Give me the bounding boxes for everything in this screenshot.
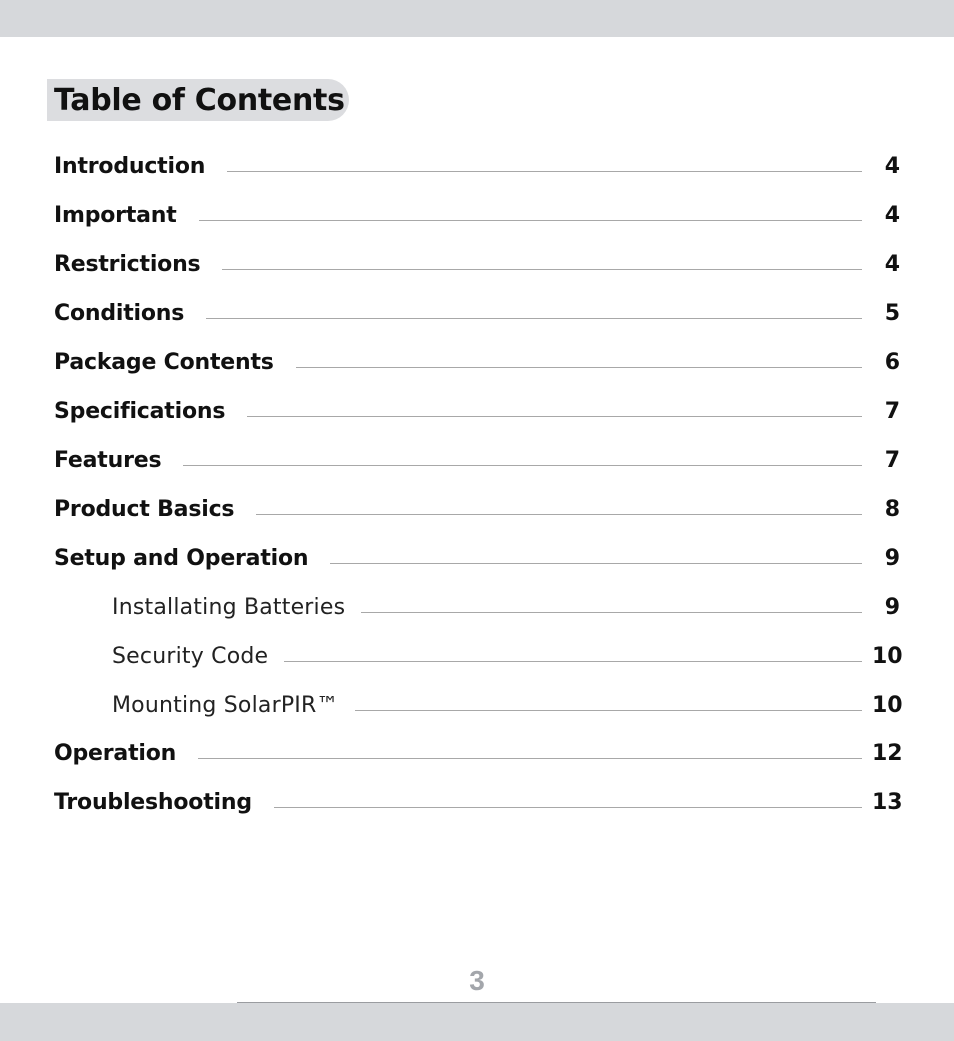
toc-entry-page: 10 <box>872 692 903 718</box>
toc-entry-page: 8 <box>884 496 900 522</box>
toc-entry-page: 7 <box>884 447 900 473</box>
top-band <box>0 0 954 37</box>
toc-entry-label: Restrictions <box>54 251 201 277</box>
toc-leader-line <box>206 318 862 319</box>
toc-leader-line <box>330 563 862 564</box>
toc-leader-line <box>183 465 862 466</box>
toc-leader-line <box>198 758 862 759</box>
toc-entry-page: 10 <box>872 643 903 669</box>
toc-entry-specifications[interactable] <box>54 396 900 426</box>
toc-entry-conditions[interactable] <box>54 298 900 328</box>
toc-entry-page: 4 <box>884 202 900 228</box>
toc-entry-product-basics[interactable] <box>54 494 900 524</box>
page-number: 3 <box>469 965 485 996</box>
toc-entry-operation[interactable] <box>54 738 903 768</box>
toc-leader-line <box>199 220 862 221</box>
toc-entry-page: 6 <box>884 349 900 375</box>
toc-entry-label: Product Basics <box>54 496 235 522</box>
toc-entry-label: Mounting SolarPIR™ <box>112 692 339 718</box>
toc-entry-label: Important <box>54 202 177 228</box>
toc-leader-line <box>296 367 862 368</box>
toc-entry-page: 7 <box>884 398 900 424</box>
toc-leader-line <box>355 710 862 711</box>
page-title: Table of Contents <box>54 83 345 118</box>
toc-entry-page: 13 <box>872 789 903 815</box>
toc-entry-label: Features <box>54 447 162 473</box>
toc-leader-line <box>222 269 862 270</box>
toc-entry-page: 5 <box>884 300 900 326</box>
toc-leader-line <box>361 612 862 613</box>
toc-entry-setup-and-operation[interactable] <box>54 543 900 573</box>
toc-entry-label: Package Contents <box>54 349 274 375</box>
toc-entry-introduction[interactable] <box>54 151 900 181</box>
toc-leader-line <box>227 171 862 172</box>
toc-subentry-security-code[interactable] <box>112 641 903 671</box>
toc-subentry-installating-batteries[interactable] <box>112 592 900 622</box>
toc-entry-label: Setup and Operation <box>54 545 309 571</box>
toc-entry-label: Installating Batteries <box>112 594 346 620</box>
toc-entry-troubleshooting[interactable] <box>54 787 903 817</box>
toc-entry-label: Operation <box>54 740 177 766</box>
toc-entry-features[interactable] <box>54 445 900 475</box>
toc-entry-page: 9 <box>884 545 900 571</box>
toc-entry-label: Conditions <box>54 300 185 326</box>
toc-entry-restrictions[interactable] <box>54 249 900 279</box>
bottom-band <box>0 1003 954 1041</box>
toc-entry-label: Specifications <box>54 398 226 424</box>
toc-entry-label: Security Code <box>112 643 269 669</box>
toc-entry-important[interactable] <box>54 200 900 230</box>
toc-entry-page: 4 <box>884 251 900 277</box>
toc-entry-label: Introduction <box>54 153 206 179</box>
toc-leader-line <box>247 416 862 417</box>
toc-entry-page: 9 <box>884 594 900 620</box>
toc-leader-line <box>256 514 862 515</box>
toc-entry-page: 12 <box>872 740 903 766</box>
toc-leader-line <box>284 661 862 662</box>
toc-entry-label: Troubleshooting <box>54 789 252 815</box>
toc-entry-package-contents[interactable] <box>54 347 900 377</box>
toc-subentry-mounting-solarpir[interactable] <box>112 690 903 720</box>
toc-leader-line <box>274 807 862 808</box>
toc-entry-page: 4 <box>884 153 900 179</box>
